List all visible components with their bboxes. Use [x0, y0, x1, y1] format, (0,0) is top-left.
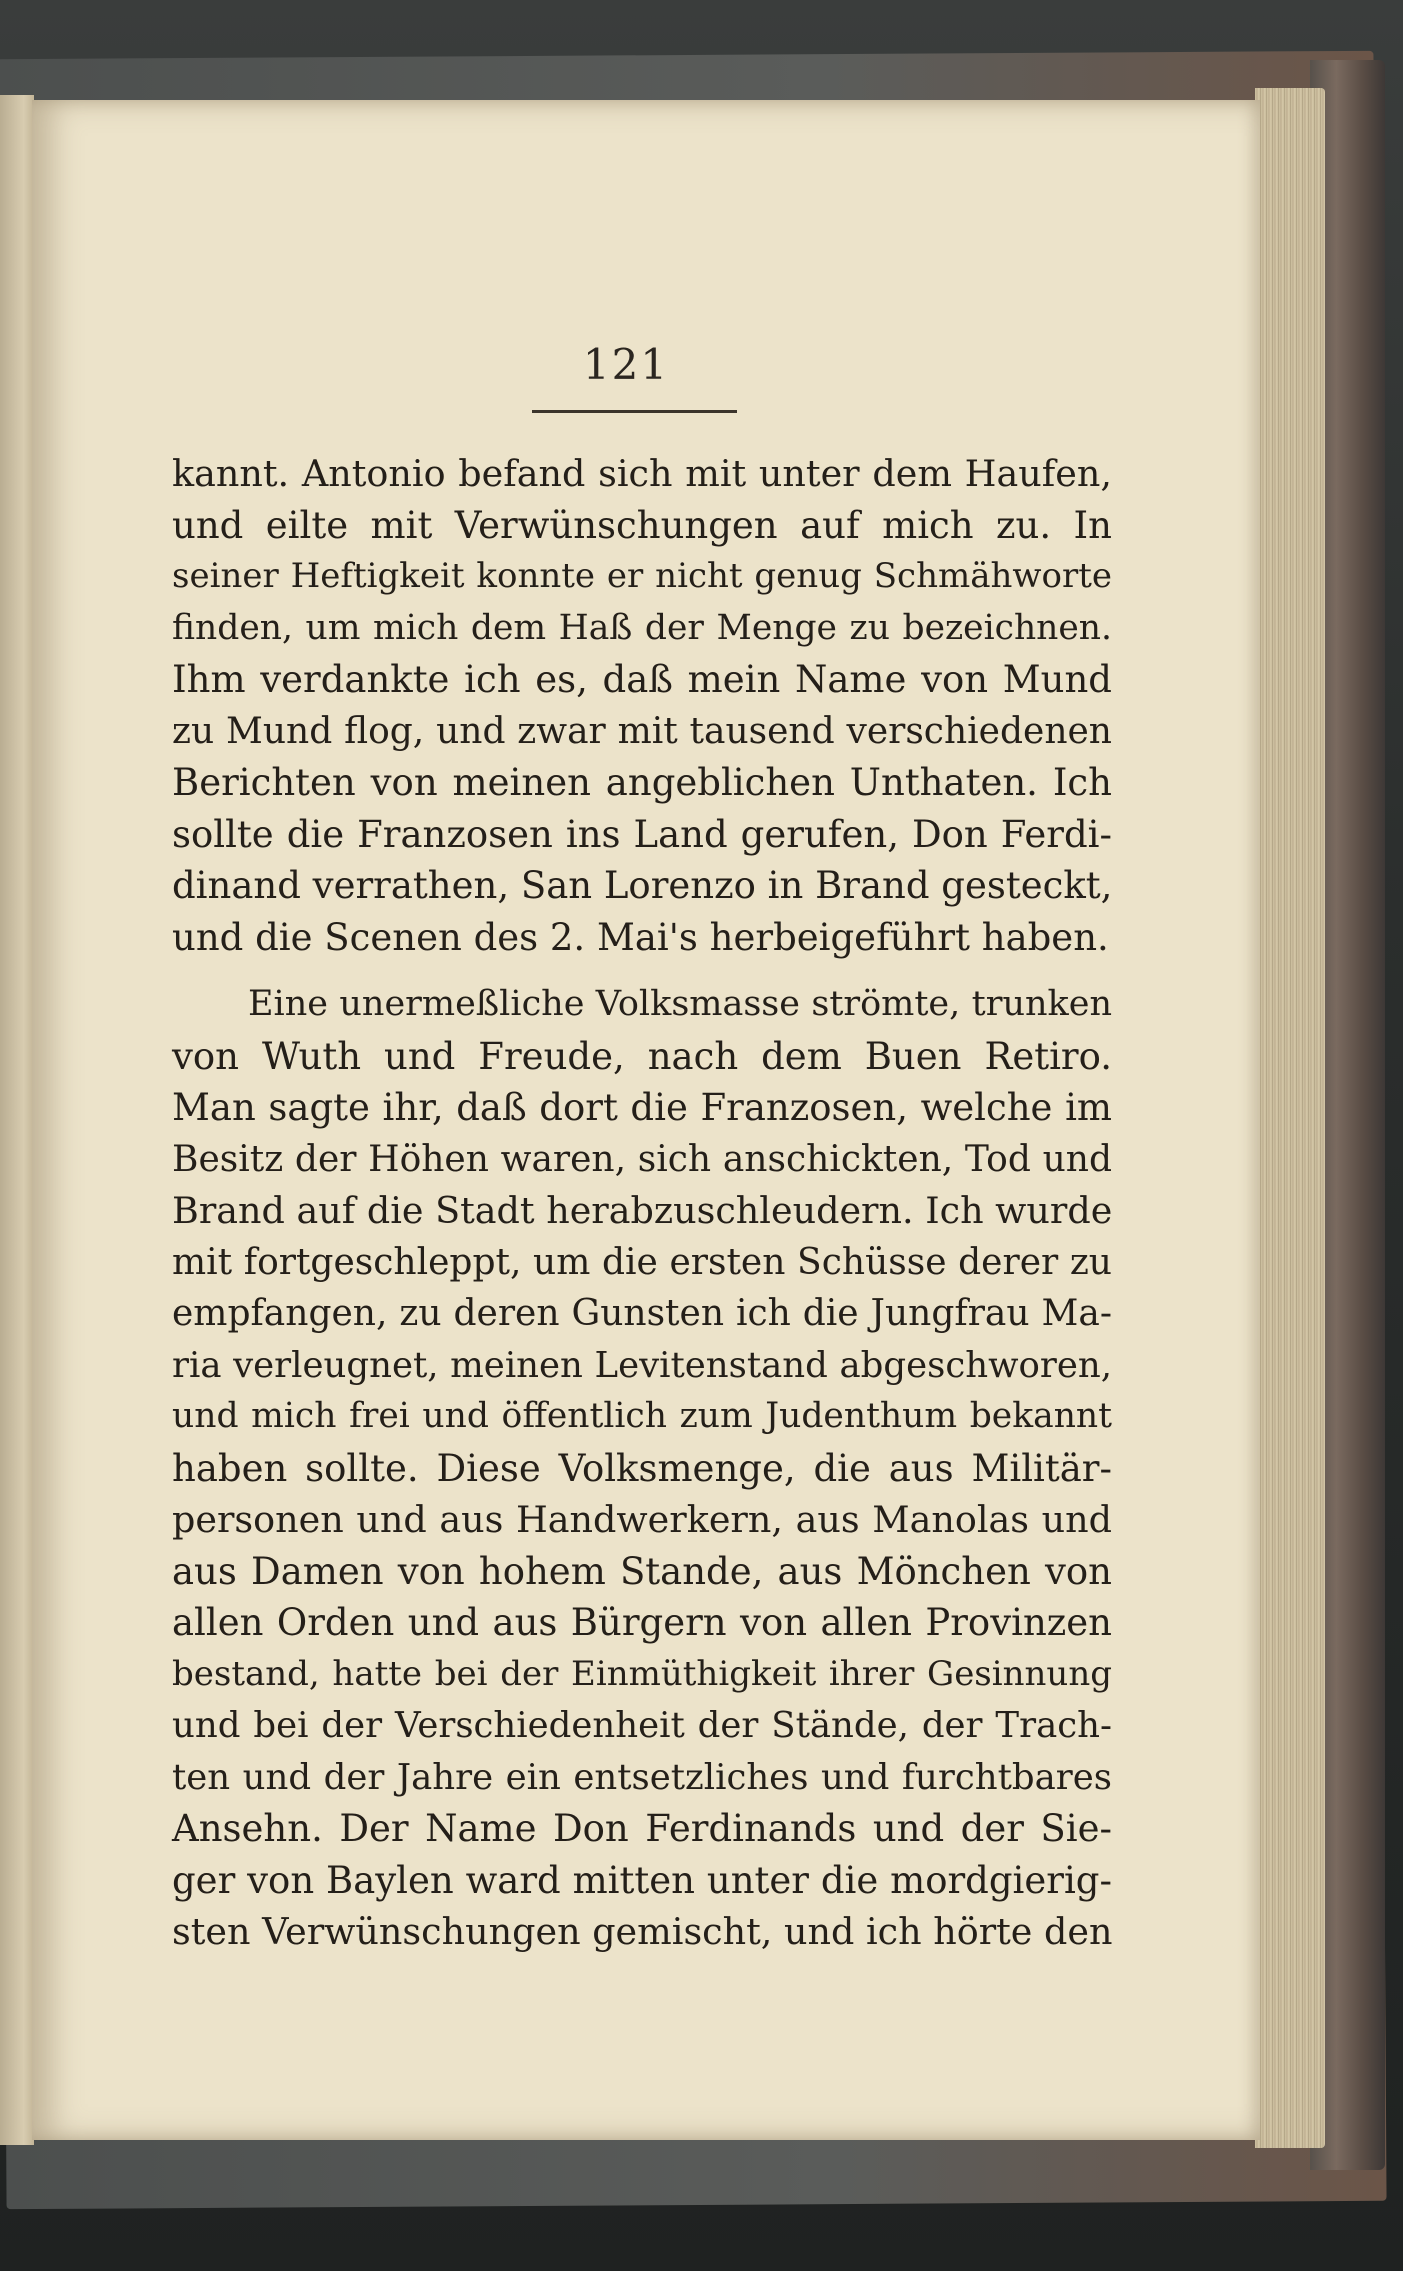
- text-line: finden, um mich dem Haß der Menge zu bezeichnen.: [172, 607, 1112, 648]
- text-line: dinand verrathen, San Lorenzo in Brand gesteckt,: [172, 864, 1113, 907]
- text-line: und eilte mit Verwünschungen auf mich zu. In: [172, 503, 1112, 547]
- text-line: ria verleugnet, meinen Levitenstand abgeschworen,: [172, 1344, 1112, 1386]
- text-line: Eine unermeßliche Volksmasse strömte, trunken: [248, 984, 1112, 1024]
- text-line: Ihm verdankte ich es, daß mein Name von Mund: [172, 658, 1112, 701]
- text-line: ger von Baylen ward mitten unter die mordgierig-: [172, 1858, 1112, 1902]
- text-line: Man sagte ihr, daß dort die Franzosen, welche im: [172, 1086, 1112, 1129]
- paragraph: [172, 979, 1112, 1958]
- paragraph-gap: [172, 963, 1112, 979]
- text-line: Brand auf die Stadt herabzuschleudern. Ich wurde: [172, 1189, 1113, 1232]
- page-number: 121: [582, 340, 670, 389]
- text-line: Ansehn. Der Name Don Ferdinands und der Sie-: [172, 1807, 1112, 1850]
- text-line: personen und aus Handwerkern, aus Manolas und: [172, 1498, 1112, 1541]
- text-line: kannt. Antonio befand sich mit unter dem Haufen,: [172, 452, 1112, 495]
- text-line: zu Mund flog, und zwar mit tausend verschiedenen: [172, 710, 1112, 752]
- text-line: Berichten von meinen angeblichen Unthaten. Ich: [172, 761, 1112, 804]
- text-line: und bei der Verschiedenheit der Stände, der Trach-: [172, 1705, 1112, 1746]
- text-line: bestand, hatte bei der Einmüthigkeit ihrer Gesinnung: [172, 1653, 1112, 1694]
- text-line: sollte die Franzosen ins Land gerufen, Don Ferdi-: [172, 812, 1112, 856]
- body-text: [172, 448, 1112, 1958]
- page-edges: [1255, 88, 1325, 2148]
- text-line: empfangen, zu deren Gunsten ich die Jungfrau Ma-: [172, 1293, 1112, 1334]
- text-line: und mich frei und öffentlich zum Judenthum bekannt: [172, 1396, 1112, 1436]
- text-line: allen Orden und aus Bürgern von allen Provinzen: [172, 1601, 1112, 1644]
- text-line: mit fortgeschleppt, um die ersten Schüsse derer zu: [172, 1241, 1112, 1283]
- book-page: [32, 100, 1260, 2140]
- text-line: sten Verwünschungen gemischt, und ich hörte den: [172, 1910, 1113, 1953]
- gutter-edge: [0, 95, 34, 2145]
- text-line: Besitz der Höhen waren, sich anschickten, Tod und: [172, 1138, 1112, 1180]
- paragraph: [172, 448, 1112, 963]
- header-rule: [532, 410, 737, 413]
- text-line: und die Scenen des 2. Mai's herbeigeführt haben.: [172, 915, 1109, 959]
- text-line: haben sollte. Diese Volksmenge, die aus Militär-: [172, 1446, 1112, 1490]
- text-line: aus Damen von hohem Stande, aus Mönchen von: [172, 1549, 1112, 1593]
- text-line: von Wuth und Freude, nach dem Buen Retiro.: [172, 1034, 1112, 1078]
- text-line: seiner Heftigkeit konnte er nicht genug Schmähworte: [172, 556, 1112, 596]
- text-line: ten und der Jahre ein entsetzliches und furchtbares: [172, 1756, 1112, 1798]
